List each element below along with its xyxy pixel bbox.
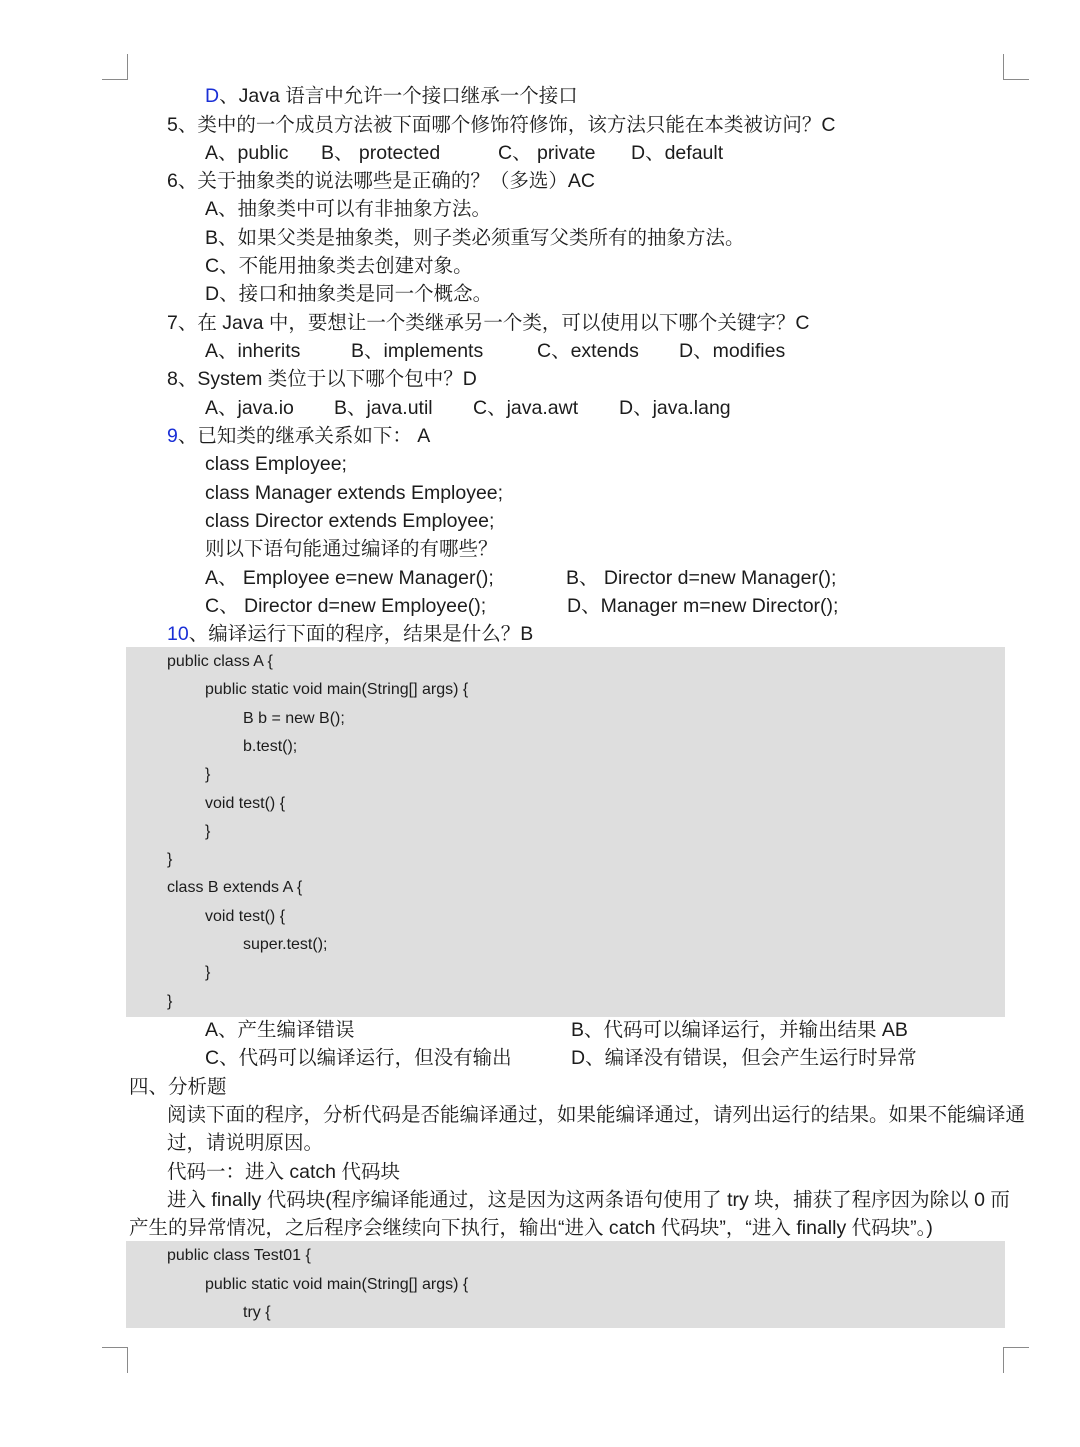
q9-stem (167, 423, 430, 449)
crop-mark-top-left-h (102, 79, 128, 80)
q9-option-d: D、Manager m=new Director(); (567, 595, 839, 617)
crop-mark-bottom-right-v (1003, 1347, 1004, 1373)
code-line: void test() { (205, 908, 286, 925)
q7-option-b: B、implements (351, 340, 484, 362)
code-line: } (205, 964, 211, 981)
q5-option-a: A、public (205, 142, 289, 164)
q9-code-line: class Manager extends Employee; (205, 482, 504, 504)
q5-stem: 5、类中的一个成员方法被下面哪个修饰符修饰，该方法只能在本类被访问？C (167, 114, 836, 136)
code-line: class B extends A { (167, 879, 303, 896)
crop-mark-top-right-h (1003, 79, 1029, 80)
q8-option-a: A、java.io (205, 397, 294, 419)
q8-stem: 8、System 类位于以下哪个包中？D (167, 368, 477, 390)
q10-option-c: C、代码可以编译运行，但没有输出 (205, 1047, 512, 1069)
code-line: public static void main(String[] args) { (205, 1276, 469, 1293)
answer-line: 进入 finally 代码块(程序编译能通过，这是因为这两条语句使用了 try 块，捕获了程序因为除以 0 而 (167, 1189, 1010, 1211)
code-line: super.test(); (243, 936, 328, 953)
q9-code-line: class Employee; (205, 453, 347, 475)
q4-option-d-letter: D (205, 85, 220, 107)
q9-option-a: A、 Employee e=new Manager(); (205, 567, 494, 589)
q5-option-b: B、 protected (321, 142, 441, 164)
code-line: public class A { (167, 653, 273, 670)
crop-mark-top-left-v (127, 54, 128, 80)
q6-option-c: C、不能用抽象类去创建对象。 (205, 255, 473, 277)
code-line: } (205, 766, 211, 783)
q4-option-d-text: 、Java 语言中允许一个接口继承一个接口 (219, 85, 578, 107)
crop-mark-bottom-right-h (1003, 1347, 1029, 1348)
code-line: B b = new B(); (243, 710, 345, 727)
q6-option-d: D、接口和抽象类是同一个概念。 (205, 283, 493, 305)
section-intro-line: 阅读下面的程序，分析代码是否能编译通过，如果能编译通过，请列出运行的结果。如果不能编译通 (167, 1104, 1026, 1126)
q10-option-d: D、编译没有错误，但会产生运行时异常 (571, 1047, 917, 1069)
q9-option-c: C、 Director d=new Employee(); (205, 595, 487, 617)
q10-stem (167, 621, 533, 647)
answer-line: 代码一：进入 catch 代码块 (167, 1161, 400, 1183)
q6-stem: 6、关于抽象类的说法哪些是正确的？（多选）AC (167, 170, 595, 192)
code-line: b.test(); (243, 738, 298, 755)
q8-option-d: D、java.lang (619, 397, 731, 419)
q7-option-d: D、modifies (679, 340, 786, 362)
q4-option-d (205, 83, 578, 109)
q5-option-c: C、 private (498, 142, 596, 164)
q7-option-a: A、inherits (205, 340, 301, 362)
q9-option-b: B、 Director d=new Manager(); (566, 567, 837, 589)
answer-line: 产生的异常情况，之后程序会继续向下执行，输出“进入 catch 代码块”，“进入 finally 代码块”。) (129, 1217, 933, 1239)
code-line: public class Test01 { (167, 1247, 311, 1264)
code-line: public static void main(String[] args) { (205, 681, 469, 698)
code-line: try { (243, 1304, 271, 1321)
code-line: void test() { (205, 795, 286, 812)
q7-option-c: C、extends (537, 340, 639, 362)
q5-option-d: D、default (631, 142, 724, 164)
q10-stem-text: 、编译运行下面的程序，结果是什么？B (188, 623, 534, 645)
q10-number: 10 (167, 623, 189, 645)
code-line: } (167, 993, 173, 1010)
q10-option-b: B、代码可以编译运行，并输出结果 AB (571, 1019, 908, 1041)
section-title: 四、分析题 (129, 1076, 227, 1098)
q6-option-b: B、如果父类是抽象类，则子类必须重写父类所有的抽象方法。 (205, 227, 745, 249)
q9-number: 9 (167, 425, 178, 447)
q9-prompt: 则以下语句能通过编译的有哪些？ (205, 538, 498, 560)
q6-option-a: A、抽象类中可以有非抽象方法。 (205, 198, 492, 220)
crop-mark-bottom-left-v (127, 1347, 128, 1373)
q9-stem-text: 、已知类的继承关系如下： A (177, 425, 431, 447)
q7-stem: 7、在 Java 中，要想让一个类继承另一个类，可以使用以下哪个关键字？C (167, 312, 810, 334)
section-intro-line: 过，请说明原因。 (167, 1132, 324, 1154)
q9-code-line: class Director extends Employee; (205, 510, 495, 532)
q10-option-a: A、产生编译错误 (205, 1019, 355, 1041)
crop-mark-top-right-v (1003, 54, 1004, 80)
code-line: } (205, 823, 211, 840)
code-line: } (167, 851, 173, 868)
q8-option-c: C、java.awt (473, 397, 579, 419)
crop-mark-bottom-left-h (102, 1347, 128, 1348)
q8-option-b: B、java.util (334, 397, 433, 419)
